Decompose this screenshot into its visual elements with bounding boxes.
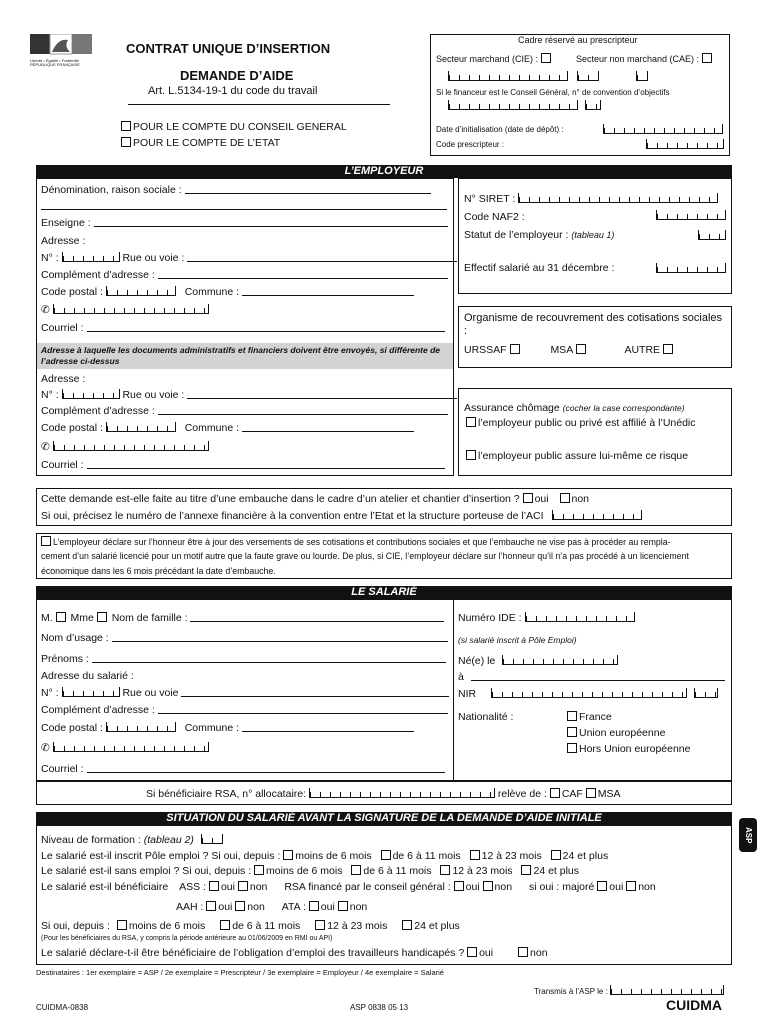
sal-phone-field[interactable] bbox=[53, 742, 209, 752]
urssaf-checkbox[interactable] bbox=[510, 344, 520, 354]
secteur-marchand[interactable]: Secteur marchand (CIE) : bbox=[436, 53, 553, 64]
rsa-oui[interactable] bbox=[454, 881, 464, 891]
annexe-field[interactable] bbox=[552, 510, 642, 520]
aci-non-checkbox[interactable] bbox=[560, 493, 570, 503]
checkbox[interactable] bbox=[702, 53, 712, 63]
inscrit-d1[interactable] bbox=[283, 850, 293, 860]
france-option[interactable]: France bbox=[567, 711, 612, 723]
checkbox[interactable] bbox=[567, 743, 577, 753]
denomination-field-2[interactable] bbox=[41, 200, 447, 210]
nom-field[interactable] bbox=[190, 612, 444, 622]
declaration-checkbox[interactable] bbox=[41, 536, 51, 546]
rue-field[interactable] bbox=[187, 252, 457, 262]
checkbox[interactable] bbox=[466, 450, 476, 460]
phone-field[interactable] bbox=[53, 304, 209, 314]
checkbox[interactable] bbox=[121, 121, 131, 131]
effectif-field[interactable] bbox=[656, 263, 726, 273]
risque-option[interactable]: l’employeur public assure lui-même ce risque bbox=[466, 450, 688, 462]
alt-phone-field[interactable] bbox=[53, 441, 209, 451]
financeur-label: Si le financeur est le Conseil Général, n° de convention d’objectifs bbox=[436, 88, 670, 97]
m-checkbox[interactable] bbox=[56, 612, 66, 622]
situation-band: SITUATION DU SALARIÉ AVANT LA SIGNATURE DE LA DEMANDE D’AIDE INITIALE bbox=[36, 812, 732, 825]
lieu-naissance-field[interactable] bbox=[471, 671, 725, 681]
commune-field[interactable] bbox=[242, 286, 414, 296]
niveau-field[interactable] bbox=[201, 834, 223, 844]
checkbox[interactable] bbox=[567, 727, 577, 737]
complement-field[interactable] bbox=[158, 269, 448, 279]
code-prescripteur-label: Code prescripteur : bbox=[436, 140, 505, 149]
nationalite-label: Nationalité : bbox=[458, 711, 514, 723]
sal-num-field[interactable] bbox=[62, 687, 120, 697]
asp-stamp: ASP bbox=[739, 818, 757, 852]
ref-left: CUIDMA-0838 bbox=[36, 1003, 89, 1012]
denomination-label: Dénomination, raison sociale : bbox=[41, 184, 182, 196]
enseigne-label: Enseigne : bbox=[41, 217, 91, 229]
majore-non[interactable] bbox=[626, 881, 636, 891]
mme-checkbox[interactable] bbox=[97, 612, 107, 622]
adresse-label: Adresse : bbox=[41, 235, 86, 247]
republic-logo bbox=[30, 34, 92, 67]
sal-complement-field[interactable] bbox=[158, 704, 448, 714]
alt-address-banner: Adresse à laquelle les documents administratifs et financiers doivent être envoyés, si différente de l’adresse ci-dessus bbox=[37, 343, 453, 369]
destinataires: Destinataires : 1er exemplaire = ASP / 2e exemplaire = Prescripteur / 3e exemplaire = Employeur / 4e exemplaire = Salarié bbox=[36, 968, 444, 977]
sal-commune-field[interactable] bbox=[242, 722, 414, 732]
nir-key-field[interactable] bbox=[694, 688, 718, 698]
marianne-icon bbox=[30, 34, 92, 56]
alt-complement-field[interactable] bbox=[158, 405, 448, 415]
sal-courriel-field[interactable] bbox=[87, 763, 445, 773]
denomination-field[interactable] bbox=[185, 184, 431, 194]
effectif-label: Effectif salarié au 31 décembre : bbox=[464, 262, 615, 274]
aah-non[interactable] bbox=[235, 901, 245, 911]
brand-code: CUIDMA bbox=[666, 997, 722, 1013]
statut-field[interactable] bbox=[698, 230, 726, 240]
checkbox[interactable] bbox=[121, 137, 131, 147]
option-conseil-general[interactable]: POUR LE COMPTE DU CONSEIL GENERAL bbox=[121, 121, 347, 133]
ue-option[interactable]: Union européenne bbox=[567, 727, 665, 739]
msa-checkbox[interactable] bbox=[576, 344, 586, 354]
depuis-d2[interactable] bbox=[220, 920, 230, 930]
form-subtitle: DEMANDE D’AIDE bbox=[180, 68, 294, 83]
alt-adresse-label: Adresse : bbox=[41, 373, 86, 385]
inscrit-d4[interactable] bbox=[551, 850, 561, 860]
num-field[interactable] bbox=[62, 252, 120, 262]
secteur-non-marchand[interactable]: Secteur non marchand (CAE) : bbox=[576, 53, 714, 64]
alt-courriel-field[interactable] bbox=[87, 459, 445, 469]
sal-cp-field[interactable] bbox=[106, 722, 176, 732]
inscrit-d3[interactable] bbox=[470, 850, 480, 860]
field-digits[interactable] bbox=[448, 100, 578, 110]
naf-label: Code NAF2 : bbox=[464, 211, 525, 223]
organisme-label: Organisme de recouvrement des cotisations sociales : bbox=[464, 312, 723, 337]
checkbox[interactable] bbox=[541, 53, 551, 63]
ide-field[interactable] bbox=[525, 612, 635, 622]
ref-mid: ASP 0838 05 13 bbox=[350, 1003, 409, 1012]
salarie-divider bbox=[453, 599, 454, 781]
ass-non[interactable] bbox=[238, 881, 248, 891]
aci-oui-checkbox[interactable] bbox=[523, 493, 533, 503]
ata-oui[interactable] bbox=[309, 901, 319, 911]
date-init-field[interactable] bbox=[603, 124, 723, 134]
alt-phone-icon: ✆ bbox=[41, 441, 50, 453]
handicap-non[interactable] bbox=[518, 947, 528, 957]
sal-rue-field[interactable] bbox=[181, 687, 449, 697]
hors-ue-option[interactable]: Hors Union européenne bbox=[567, 743, 691, 755]
enseigne-field[interactable] bbox=[94, 217, 448, 227]
situation-box bbox=[36, 825, 732, 965]
employeur-band: L’EMPLOYEUR bbox=[36, 165, 732, 178]
courriel-field[interactable] bbox=[87, 322, 445, 332]
ide-hint: (si salarié inscrit à Pôle Emploi) bbox=[458, 635, 577, 645]
field-digits[interactable] bbox=[585, 100, 601, 110]
cp-field[interactable] bbox=[106, 286, 176, 296]
checkbox[interactable] bbox=[466, 417, 476, 427]
logo-text: Liberté • Égalité • Fraternité RÉPUBLIQUE FRANÇAISE bbox=[30, 58, 80, 67]
prescripteur-title: Cadre réservé au prescripteur bbox=[518, 35, 638, 45]
majore-oui[interactable] bbox=[597, 881, 607, 891]
field-digits[interactable] bbox=[448, 71, 568, 81]
title-underline bbox=[128, 104, 390, 105]
phone-icon: ✆ bbox=[41, 304, 50, 316]
naissance-field[interactable] bbox=[502, 655, 618, 665]
checkbox[interactable] bbox=[567, 711, 577, 721]
caf-checkbox[interactable] bbox=[550, 788, 560, 798]
sans-emploi-d3[interactable] bbox=[440, 865, 450, 875]
handicap-oui[interactable] bbox=[467, 947, 477, 957]
allocataire-field[interactable] bbox=[309, 788, 495, 798]
rsa-msa-checkbox[interactable] bbox=[586, 788, 596, 798]
form-title: CONTRAT UNIQUE D’INSERTION bbox=[126, 41, 331, 56]
article-ref: Art. L.5134-19-1 du code du travail bbox=[148, 85, 318, 97]
sal-phone-icon: ✆ bbox=[41, 742, 50, 754]
naf-field[interactable] bbox=[656, 210, 726, 220]
depuis-d3[interactable] bbox=[315, 920, 325, 930]
alt-num-field[interactable] bbox=[62, 389, 120, 399]
usage-field[interactable] bbox=[112, 632, 448, 642]
field-digits[interactable] bbox=[577, 71, 599, 81]
alt-cp-field[interactable] bbox=[106, 422, 176, 432]
adresse-salarie-label: Adresse du salarié : bbox=[41, 670, 134, 682]
alt-rue-field[interactable] bbox=[187, 389, 457, 399]
rsa-note: (Pour les bénéficiaires du RSA, y compris la période antérieure au 01/06/2009 en RMI ou API) bbox=[41, 935, 333, 942]
autre-checkbox[interactable] bbox=[663, 344, 673, 354]
salarie-band: LE SALARIÉ bbox=[36, 586, 732, 599]
depuis-d1[interactable] bbox=[117, 920, 127, 930]
siret-field[interactable] bbox=[518, 193, 718, 203]
date-init-label: Date d’initialisation (date de dépôt) : bbox=[436, 125, 564, 134]
sans-emploi-d1[interactable] bbox=[254, 865, 264, 875]
transmis-field[interactable] bbox=[610, 985, 724, 995]
option-etat[interactable]: POUR LE COMPTE DE L’ETAT bbox=[121, 137, 280, 149]
ass-oui[interactable] bbox=[209, 881, 219, 891]
alt-commune-field[interactable] bbox=[242, 422, 414, 432]
sans-emploi-d4[interactable] bbox=[521, 865, 531, 875]
ata-non[interactable] bbox=[338, 901, 348, 911]
nir-field[interactable] bbox=[491, 688, 687, 698]
sans-emploi-d2[interactable] bbox=[351, 865, 361, 875]
inscrit-d2[interactable] bbox=[381, 850, 391, 860]
prenoms-field[interactable] bbox=[92, 653, 446, 663]
code-prescripteur-field[interactable] bbox=[646, 139, 724, 149]
rsa-non[interactable] bbox=[483, 881, 493, 891]
depuis-d4[interactable] bbox=[402, 920, 412, 930]
aah-oui[interactable] bbox=[206, 901, 216, 911]
field-digits[interactable] bbox=[636, 71, 648, 81]
unedic-option[interactable]: l’employeur public ou privé est affilié à l’Unédic bbox=[466, 417, 696, 429]
